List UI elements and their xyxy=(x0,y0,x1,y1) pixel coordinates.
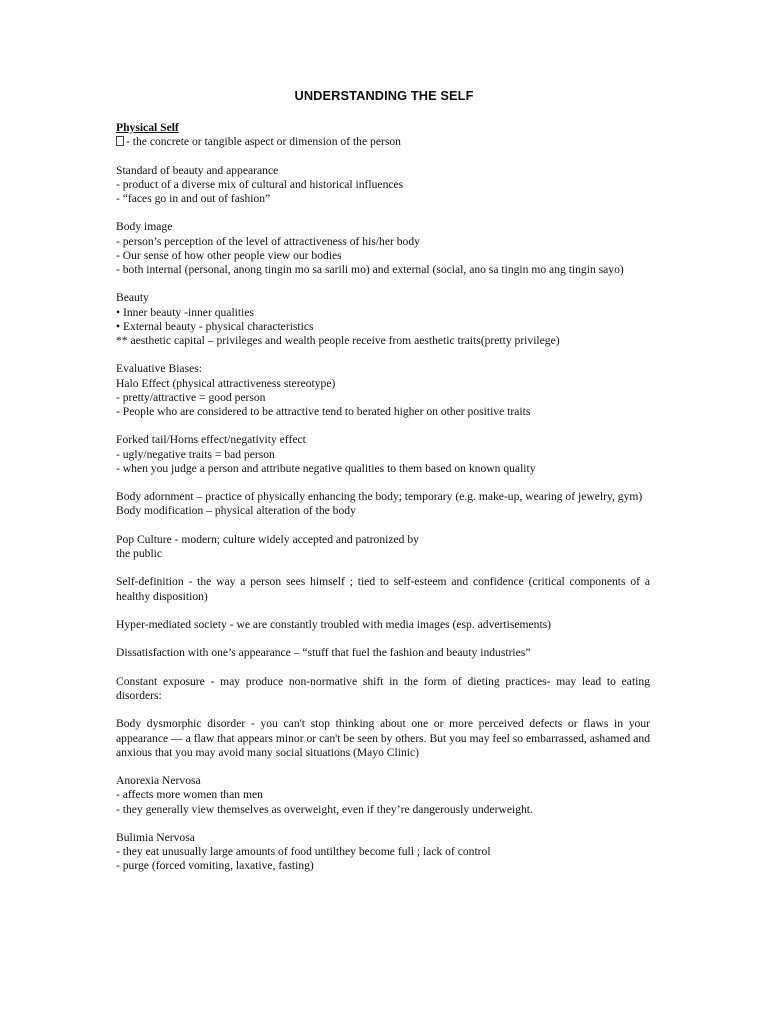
anorexia-heading: Anorexia Nervosa xyxy=(116,774,201,788)
section-body-image xyxy=(116,220,650,277)
section-self-definition xyxy=(116,575,650,603)
document-title: UNDERSTANDING THE SELF xyxy=(294,88,474,103)
section-forked-tail xyxy=(116,433,650,476)
pop-culture-line: the public xyxy=(116,546,163,560)
body-image-line: - person’s perception of the level of attractiveness of his/her body xyxy=(116,234,420,248)
standard-beauty-heading: Standard of beauty and appearance xyxy=(116,163,279,177)
section-bulimia xyxy=(116,831,650,874)
self-definition-paragraph: Self-definition - the way a person sees himself ; tied to self-esteem and confidence (critical components of a healthy disposition) xyxy=(116,575,650,603)
hyper-mediated-line: Hyper-mediated society - we are constantly troubled with media images (esp. advertisements) xyxy=(116,617,552,631)
section-physical-self xyxy=(116,121,650,149)
body-image-line: - Our sense of how other people view our bodies xyxy=(116,248,342,262)
body-image-heading: Body image xyxy=(116,220,173,234)
section-evaluative-biases xyxy=(116,362,650,419)
physical-self-heading: Physical Self xyxy=(116,121,179,134)
evaluative-biases-heading: Evaluative Biases: xyxy=(116,362,202,376)
pop-culture-line: Pop Culture - modern; culture widely accepted and patronized by xyxy=(116,532,419,546)
beauty-line: • Inner beauty -inner qualities xyxy=(116,305,254,319)
body-adornment-paragraph: Body adornment – practice of physically enhancing the body; temporary (e.g. make-up, wearing of jewelry, gym) xyxy=(116,490,643,504)
evaluative-biases-line: Halo Effect (physical attractiveness stereotype) xyxy=(116,376,336,390)
anorexia-line: - they generally view themselves as overweight, even if they’re dangerously underweight. xyxy=(116,802,533,816)
section-hyper-mediated xyxy=(116,618,650,632)
beauty-line: ** aesthetic capital – privileges and wealth people receive from aesthetic traits(pretty privilege) xyxy=(116,334,560,347)
evaluative-biases-line: - pretty/attractive = good person xyxy=(116,390,266,404)
missing-glyph-icon xyxy=(116,136,124,146)
anorexia-line: - affects more women than men xyxy=(116,788,263,802)
bulimia-line: - purge (forced vomiting, laxative, fasting) xyxy=(116,859,314,873)
body-modification-line: Body modification – physical alteration of the body xyxy=(116,504,356,518)
bulimia-heading: Bulimia Nervosa xyxy=(116,830,195,844)
evaluative-biases-line: - People who are considered to be attractive tend to berated higher on other positive traits xyxy=(116,405,531,418)
physical-self-definition: - the concrete or tangible aspect or dimension of the person xyxy=(126,135,401,149)
section-constant-exposure xyxy=(116,675,650,703)
constant-exposure-paragraph: Constant exposure - may produce non-normative shift in the form of dieting practices- may lead to eating disorders: xyxy=(116,674,650,702)
beauty-heading: Beauty xyxy=(116,291,149,305)
body-image-paragraph: - both internal (personal, anong tingin mo sa sarili mo) and external (social, ano sa tingin mo ang tingin sayo) xyxy=(116,263,624,276)
section-body-dysmorphic xyxy=(116,717,650,760)
section-pop-culture xyxy=(116,533,650,561)
section-body-adornment xyxy=(116,490,650,518)
dissatisfaction-line: Dissatisfaction with one’s appearance – “stuff that fuel the fashion and beauty industries” xyxy=(116,646,531,660)
standard-beauty-line: - product of a diverse mix of cultural and historical influences xyxy=(116,177,404,191)
section-beauty xyxy=(116,291,650,348)
forked-tail-line: - when you judge a person and attribute negative qualities to them based on known quality xyxy=(116,461,536,475)
standard-beauty-line: - “faces go in and out of fashion” xyxy=(116,192,271,205)
document-body xyxy=(116,121,650,888)
forked-tail-heading: Forked tail/Horns effect/negativity effect xyxy=(116,433,306,447)
section-anorexia xyxy=(116,774,650,817)
bulimia-line: - they eat unusually large amounts of food untilthey become full ; lack of control xyxy=(116,845,491,859)
beauty-line: • External beauty - physical characteristics xyxy=(116,319,314,333)
forked-tail-line: - ugly/negative traits = bad person xyxy=(116,447,275,461)
section-standard-of-beauty xyxy=(116,164,650,207)
section-dissatisfaction xyxy=(116,646,650,660)
body-dysmorphic-paragraph: Body dysmorphic disorder - you can't stop thinking about one or more perceived defects or flaws in your appearance — a flaw that appears minor or can't be seen by others. But you may feel so embarrassed, ashamed and anxious that you may avoid many social situations (Mayo Clinic) xyxy=(116,717,650,759)
